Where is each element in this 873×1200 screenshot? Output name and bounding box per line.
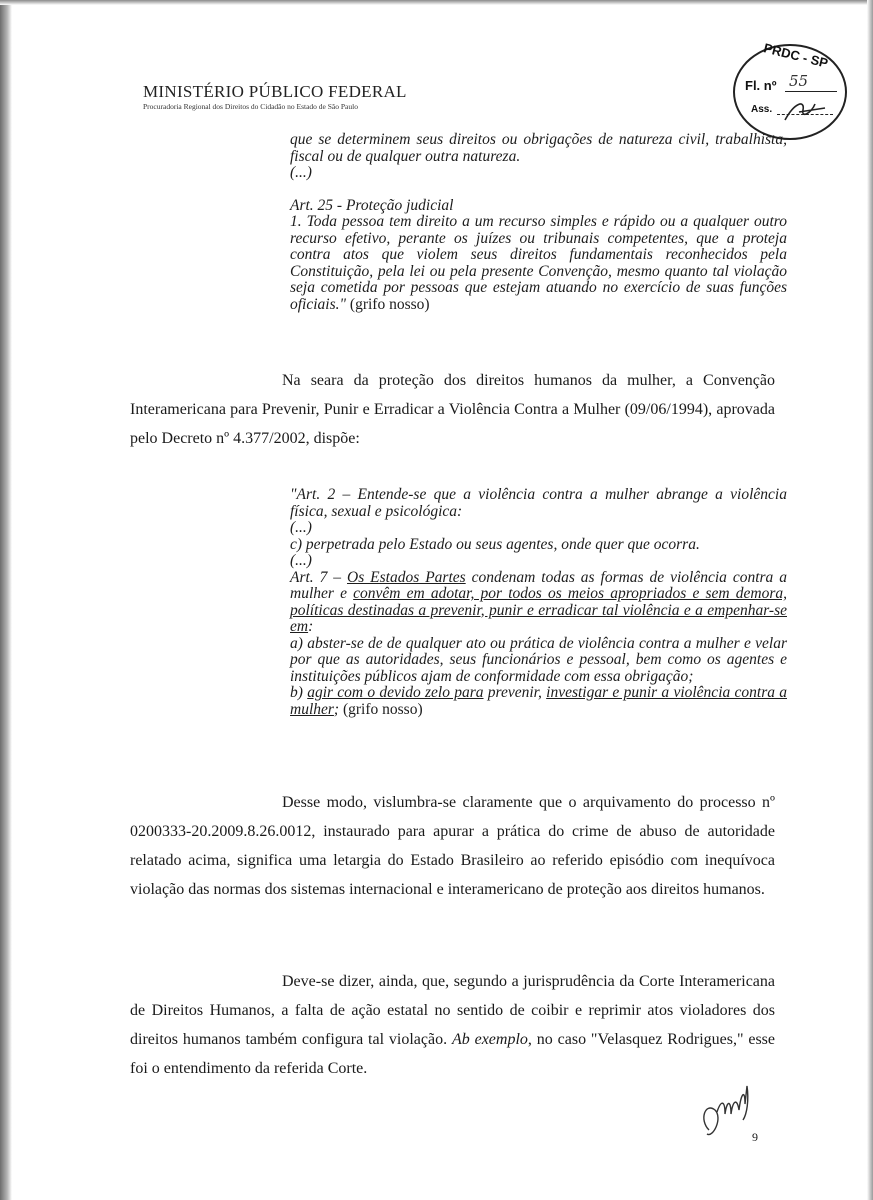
article-25-title: Art. 25 - Proteção judicial bbox=[290, 196, 454, 214]
paragraph-text-start: Deve-se dizer, ainda, que, segundo a jurisprudência da Corte Interamericana de Direitos Humanos, a falta de ação estatal no sentido de coibir e reprimir atos violadores dos direitos humanos também configura tal violação. bbox=[130, 973, 775, 1048]
handwritten-initials-icon bbox=[695, 1080, 755, 1150]
document-header bbox=[143, 82, 407, 111]
item-c-text: c) perpetrada pelo Estado ou seus agentes, onde quer que ocorra. bbox=[290, 535, 700, 553]
underlined-investigate-punish: investigar e punir a violência contra a mulher bbox=[290, 684, 787, 718]
underlined-commitment: convêm em adotar, por todos os meios apropriados e sem demora, políticas destinadas a prevenir, punir e erradicar tal violência e a empenhar-se em bbox=[290, 585, 787, 635]
stamp-folio-line bbox=[785, 91, 837, 92]
page-number: 9 bbox=[752, 1130, 758, 1144]
item-b-middle: prevenir, bbox=[483, 684, 547, 701]
article-7-label: Art. 7 – bbox=[290, 568, 348, 586]
ab-exemplo: Ab exemplo bbox=[451, 1031, 528, 1048]
stamp-folio-number: 55 bbox=[789, 72, 809, 90]
grifo-note: (grifo nosso) bbox=[349, 295, 430, 313]
paragraph-text: Na seara da proteção dos direitos humanos da mulher, a Convenção Interamericana para Prevenir, Punir e Erradicar a Violência Contra a Mulher (09/06/1994), aprovada pelo Decreto nº 4.377/2002, dispõe: bbox=[130, 372, 775, 447]
stamp-signature-label: Ass. bbox=[751, 104, 773, 115]
page-stamp bbox=[733, 40, 847, 140]
stamp-signature-icon bbox=[781, 96, 831, 126]
stamp-folio-label: Fl. nº bbox=[745, 78, 777, 93]
paragraph-jurisprudence bbox=[130, 967, 775, 1083]
article-25-body: 1. Toda pessoa tem direito a um recurso simples e rápido ou a qualquer outro recurso efetivo, perante os juízes ou tribunais competentes, que a proteja contra atos que violem seus direitos fundamentais reconhecidos pela Constituição, pela lei ou pela presente Convenção, mesmo quanto tal violação seja cometida por pessoas que estejam atuando no exercício de suas funções oficiais." bbox=[290, 213, 787, 313]
paragraph-text bbox=[130, 967, 775, 1083]
article-2-text: "Art. 2 – Entende-se que a violência contra a mulher abrange a violência física, sexual e psicológica: bbox=[290, 486, 787, 520]
article-25-text bbox=[290, 214, 787, 313]
institution-name: MINISTÉRIO PÚBLICO FEDERAL bbox=[143, 82, 407, 101]
quote-convention-american bbox=[290, 132, 787, 313]
item-b-text bbox=[290, 685, 787, 718]
quote-ellipsis: (...) bbox=[290, 519, 312, 536]
paragraph-text-end: , no caso "Velasquez Rodrigues," esse foi o entendimento da referida Corte. bbox=[130, 1031, 776, 1077]
quote-belem-convention bbox=[290, 487, 787, 718]
underlined-states-parties: Os Estados Partes bbox=[347, 568, 466, 586]
quote-line: que se determinem seus direitos ou obrigações de natureza civil, trabalhista, fiscal ou de qualquer outra natureza. bbox=[290, 131, 787, 165]
scan-right-edge bbox=[867, 0, 873, 1200]
paragraph-archiving bbox=[130, 788, 775, 904]
stamp-organization: PRDC - SP bbox=[762, 40, 830, 71]
quote-ellipsis: (...) bbox=[290, 164, 312, 181]
institution-subtitle: Procuradoria Regional dos Direitos do Cidadão no Estado de São Paulo bbox=[143, 102, 358, 111]
article-7-middle: condenam todas as formas de violência contra a mulher e bbox=[290, 568, 787, 602]
article-7-colon: : bbox=[308, 618, 314, 635]
grifo-note: (grifo nosso) bbox=[342, 700, 423, 718]
item-b-semicolon: ; bbox=[333, 700, 340, 718]
item-a-text: a) abster-se de de qualquer ato ou prática de violência contra a mulher e velar por que as autoridades, seus funcionários e pessoal, bem como os agentes e instituições públicos ajam de conformidade com essa obrigação; bbox=[290, 634, 787, 685]
scan-top-edge bbox=[0, 0, 873, 5]
paragraph-text: Desse modo, vislumbra-se claramente que o arquivamento do processo nº 0200333-20.2009.8.26.0012, instaurado para apurar a prática do crime de abuso de autoridade relatado acima, significa uma letargia do Estado Brasileiro ao referido episódio com inequívoca violação das normas dos sistemas internacional e interamericano de proteção aos direitos humanos. bbox=[130, 794, 775, 898]
article-7-text bbox=[290, 570, 787, 636]
scan-left-edge bbox=[0, 0, 12, 1200]
item-b-label: b) bbox=[290, 684, 308, 701]
quote-ellipsis: (...) bbox=[290, 552, 312, 569]
paragraph-womens-rights bbox=[130, 366, 775, 453]
underlined-due-diligence: agir com o devido zelo para bbox=[307, 684, 484, 701]
